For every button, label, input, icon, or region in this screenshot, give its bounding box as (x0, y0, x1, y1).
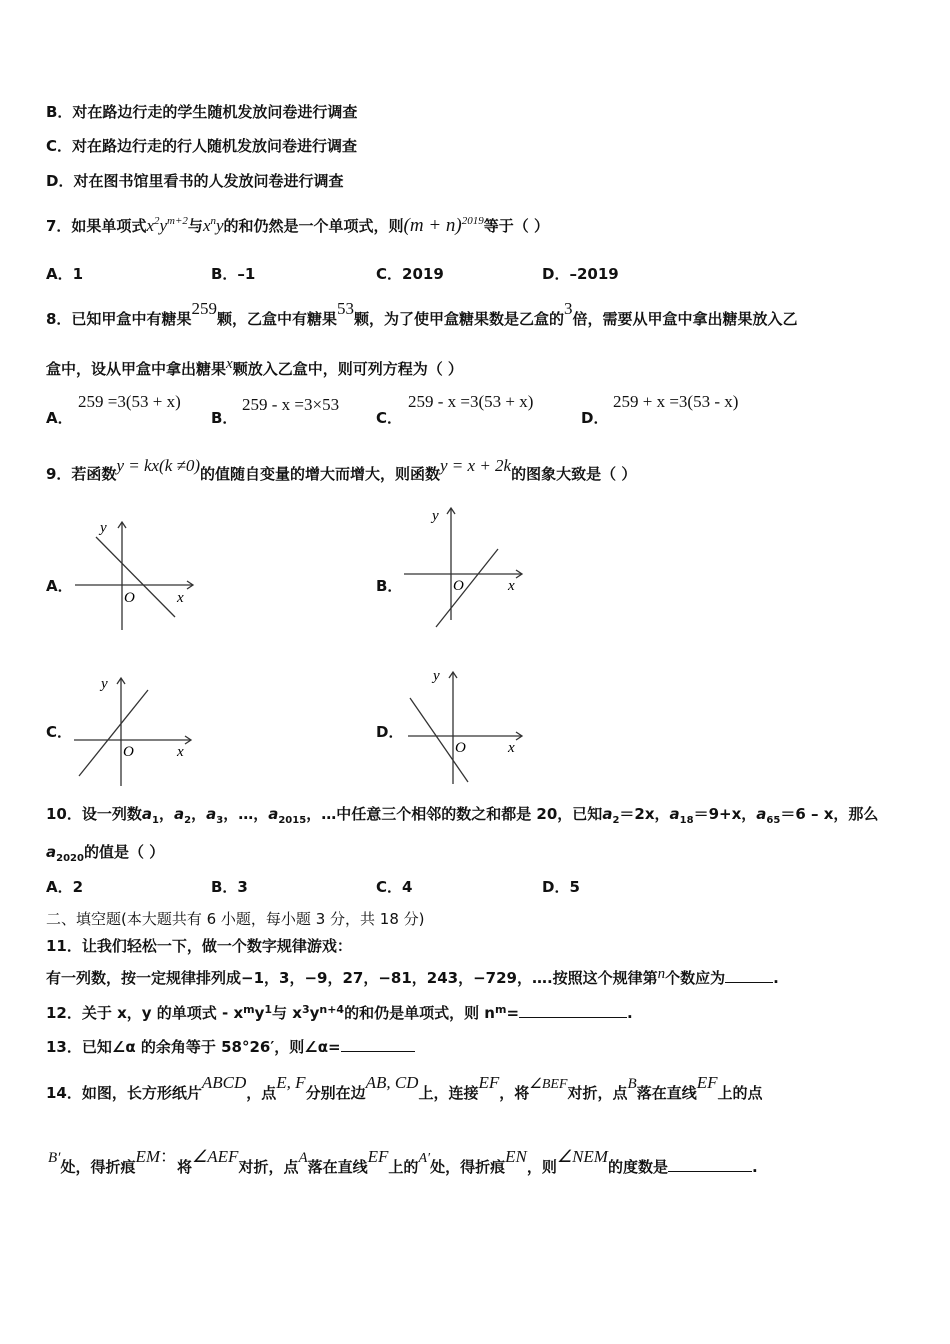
q9-graph-c (68, 672, 198, 792)
q9-option-d-label: D． (376, 723, 404, 741)
q6-option-d: D．对在图书馆里看书的人发放问卷进行调查 (46, 172, 344, 190)
origin-label: O (124, 590, 135, 606)
q10-option-d: D．5 (542, 878, 580, 896)
origin-label: O (123, 744, 134, 760)
q7-option-d: D．–2019 (542, 265, 619, 283)
q8-option-c-label: C． (376, 409, 403, 427)
q11-line2: 有一列数，按一定规律排列成−1，3，−9，27，−81，243，−729，….按照这个规律第n个数应为 . (46, 966, 779, 987)
q10-stem-line2: $a_{2020}$的值是（ ） (46, 843, 165, 864)
q11-line1: 11．让我们轻松一下，做一个数字规律游戏： (46, 937, 352, 955)
q12-stem: 12．关于 x，y 的单项式 - $x^my^1$与 $x^3y^{n+4}$的和仍是单项式，则 $n^m=$ . (46, 1003, 633, 1022)
q14-answer-blank[interactable] (668, 1157, 752, 1172)
y-label: y (433, 668, 440, 684)
q7-option-c: C．2019 (376, 265, 444, 283)
q7-option-a: A．1 (46, 265, 84, 283)
q11-answer-blank[interactable] (725, 968, 773, 983)
q10-stem-line1: 10．设一列数$a_1$，$a_2$，$a_3$，…，$a_{2015}$，…中任意三个相邻的数之和都是 20，已知$a_2=2x$，$a_{18}=9+x$，$a_{65}=6 - x$，那么 (46, 805, 879, 826)
q12-answer-blank[interactable] (519, 1003, 627, 1018)
q7-stem: 7．如果单项式$x^2y^{m+2}$与$x^ny$的和仍然是一个单项式，则$(m + n)^{2019}$等于（ ） (46, 215, 549, 236)
x-label: x (177, 744, 184, 760)
q10-option-c: C．4 (376, 878, 413, 896)
y-label: y (100, 520, 107, 536)
q8-stem-line1: 8．已知甲盒中有糖果259颗，乙盒中有糖果53颗，为了使甲盒糖果数是乙盒的3倍，需要从甲盒中拿出糖果放入乙 (46, 299, 798, 328)
q6-option-b: B．对在路边行走的学生随机发放问卷进行调查 (46, 103, 358, 121)
q8-option-b-label: B． (211, 409, 238, 427)
origin-label: O (453, 578, 464, 594)
q8-option-a-eq: 259 =3(53 + x) (78, 392, 181, 411)
q8-option-b-eq: 259 - x =3×53 (242, 395, 340, 414)
q8-option-c-eq: 259 - x =3(53 + x) (408, 392, 534, 411)
section-heading-fill-blank: 二、填空题(本大题共有 6 小题，每小题 3 分，共 18 分) (46, 910, 425, 928)
q14-stem-line2: B′处，得折痕EM：将∠AEF对折，点A落在直线EF上的A′处，得折痕EN，则∠NEM的度数是 . (48, 1147, 758, 1176)
origin-label: O (455, 740, 466, 756)
q8-option-a-label: A． (46, 409, 73, 427)
y-label: y (101, 676, 108, 692)
q9-graph-b (398, 502, 528, 632)
q9-option-b-label: B． (376, 577, 403, 595)
q9-option-c-label: C． (46, 723, 73, 741)
function-line (436, 549, 498, 627)
q9-graph-d (402, 664, 532, 789)
q6-option-c: C．对在路边行走的行人随机发放问卷进行调查 (46, 137, 358, 155)
q8-option-d-eq: 259 + x =3(53 - x) (613, 392, 739, 411)
function-line (96, 537, 175, 617)
x-label: x (508, 578, 515, 594)
q8-stem-line2: 盒中，设从甲盒中拿出糖果x颗放入乙盒中，则可列方程为（ ） (46, 356, 463, 378)
q10-option-a: A．2 (46, 878, 84, 896)
q10-option-b: B．3 (211, 878, 248, 896)
q9-option-a-label: A． (46, 577, 73, 595)
x-label: x (508, 740, 515, 756)
q13-answer-blank[interactable] (341, 1037, 415, 1052)
q9-stem: 9．若函数y = kx(k ≠0)的值随自变量的增大而增大，则函数y = x + 2k的图象大致是（ ） (46, 456, 637, 483)
function-line (79, 690, 148, 776)
q9-graph-a (65, 512, 205, 637)
q14-stem-line1: 14．如图，长方形纸片ABCD，点E, F分别在边AB, CD上，连接EF，将∠BEF对折，点B落在直线EF上的点 (46, 1073, 763, 1102)
x-label: x (177, 590, 184, 606)
q7-option-b: B．–1 (211, 265, 256, 283)
q8-option-d-label: D． (581, 409, 609, 427)
y-label: y (432, 508, 439, 524)
q13-stem: 13．已知∠α 的余角等于 58°26′，则∠α= (46, 1037, 415, 1057)
